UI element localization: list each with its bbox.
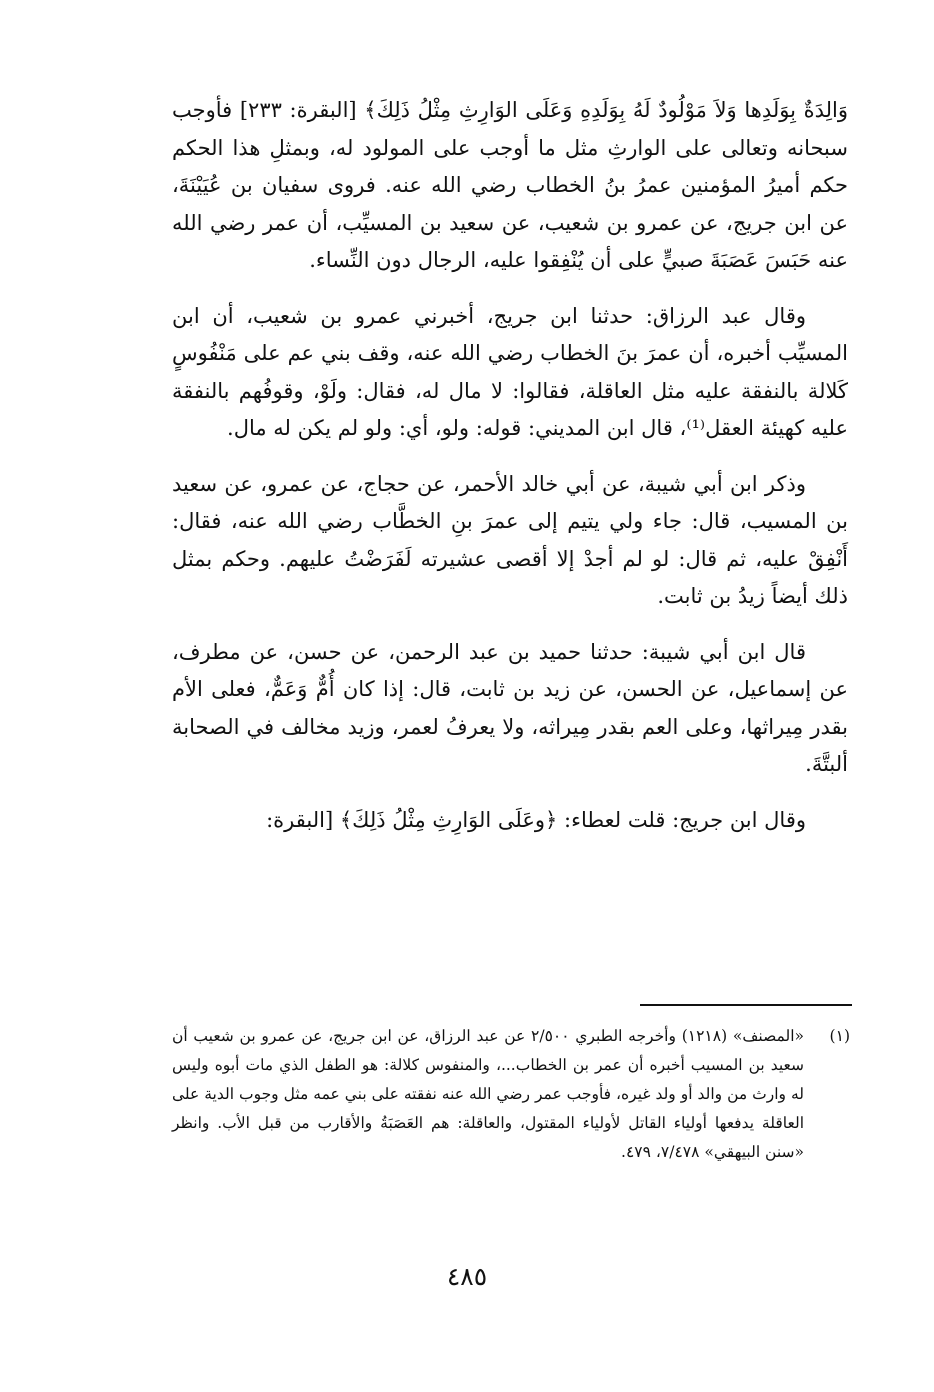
main-text <box>172 92 848 839</box>
paragraph-3: وذكر ابن أبي شيبة، عن أبي خالد الأحمر، عن حجاج، عن عمرو، عن سعيد بن المسيب، قال: جاء ولي يتيم إلى عمرَ بنِ الخطَّاب رضي الله عنه، فقال: أَنْفِقْ عليه، ثم قال: لو لم أجدْ إلا أقصى عشيرته لَفَرَضْتُ عليهم. وحكم بمثل ذلك أيضاً زيدُ بن ثابت. <box>172 471 848 608</box>
paragraph-5: وقال ابن جريج: قلت لعطاء: ﴿وعَلَى الوَارِثِ مِثْلُ ذَلِكَ﴾ [البقرة: <box>266 807 806 832</box>
paragraph-4: قال ابن أبي شيبة: حدثنا حميد بن عبد الرحمن، عن حسن، عن مطرف، عن إسماعيل، عن الحسن، عن زيد بن ثابت، قال: إذا كان أُمٌّ وَعَمٌّ، فعلى الأم بقدر مِيراثها، وعلى العم بقدر مِيراثه، ولا يعرفُ لعمر، وزيد مخالف في الصحابة ألبتَّةَ. <box>172 639 848 776</box>
footnote-separator <box>640 1004 852 1006</box>
footnote <box>172 1022 850 1167</box>
paragraph-2: وقال عبد الرزاق: حدثنا ابن جريج، أخبرني عمرو بن شعيب، أن ابن المسيِّب أخبره، أن عمرَ بنَ الخطاب رضي الله عنه، وقف بني عم على مَنْفُوسٍ كَلالة بالنفقة عليه مثل العاقلة، فقالوا: لا مال له، فقال: ولَوْ، وقوفُهم بالنفقة عليه كهيئة العقل⁽¹⁾، قال ابن المديني: قوله: ولو، أي: ولو لم يكن له مال. <box>172 303 848 440</box>
footnote-text: «المصنف» (١٢١٨) وأخرجه الطبري ٢/٥٠٠ عن عبد الرزاق، عن ابن جريج، عن عمرو بن شعيب أن سعيد بن المسيب أخبره أن عمر بن الخطاب...، والمنفوس كلالة: هو الطفل الذي مات أبوه وليس له وارث من والد أو ولد غيره، فأوجب عمر رضي الله عنه نفقته على بني عمه مثل وجوب الدية على العاقلة يدفعها أولياء القاتل لأولياء المقتول، والعاقلة: هم العَصَبَةُ والأقارب من قبل الأب. وانظر «سنن البيهقي» ٧/٤٧٨، ٤٧٩. <box>172 1027 804 1161</box>
page-number: ٤٨٥ <box>446 1262 488 1291</box>
paragraph-1: وَالِدَةٌ بِوَلَدِها وَلاَ مَوْلُودٌ لَهُ بِوَلَدِهِ وَعَلَى الوَارِثِ مِثْلُ ذَلِكَ﴾ [البقرة: ٢٣٣] فأوجب سبحانه وتعالى على الوارثِ مثل ما أوجب على المولود له، وبمثلِ هذا الحكم حكم أميرُ المؤمنين عمرُ بنُ الخطاب رضي الله عنه. فروى سفيان بن عُيَيْنَةَ، عن ابن جريج، عن عمرو بن شعيب، عن سعيد بن المسيِّب، أن عمر رضي الله عنه حَبَسَ عَصَبَةَ صبيٍّ على أن يُنْفِقوا عليه، الرجال دون النِّساء. <box>172 98 848 272</box>
footnote-marker: (١) <box>829 1027 850 1045</box>
